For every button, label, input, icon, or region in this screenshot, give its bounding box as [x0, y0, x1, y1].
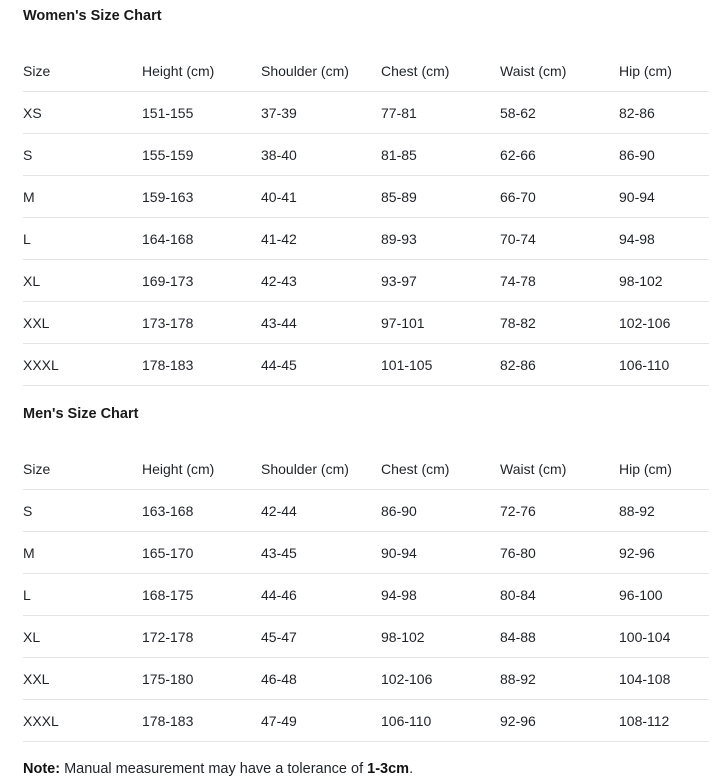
- cell-hip: 82-86: [619, 92, 709, 134]
- cell-waist: 78-82: [500, 302, 619, 344]
- column-header-hip: Hip (cm): [619, 438, 709, 490]
- table-row: [23, 260, 709, 302]
- cell-size: M: [23, 176, 142, 218]
- table-row: [23, 134, 709, 176]
- cell-chest: 94-98: [381, 574, 500, 616]
- cell-size: XXXL: [23, 344, 142, 386]
- column-header-height: Height (cm): [142, 438, 261, 490]
- cell-size: L: [23, 218, 142, 260]
- cell-waist: 70-74: [500, 218, 619, 260]
- cell-height: 165-170: [142, 532, 261, 574]
- size-guide: [23, 0, 709, 779]
- table-row: [23, 658, 709, 700]
- cell-size: S: [23, 134, 142, 176]
- cell-height: 159-163: [142, 176, 261, 218]
- cell-hip: 108-112: [619, 700, 709, 742]
- cell-hip: 104-108: [619, 658, 709, 700]
- cell-chest: 77-81: [381, 92, 500, 134]
- column-header-height: Height (cm): [142, 40, 261, 92]
- cell-shoulder: 40-41: [261, 176, 381, 218]
- cell-waist: 80-84: [500, 574, 619, 616]
- cell-waist: 84-88: [500, 616, 619, 658]
- measurement-note: [23, 759, 709, 779]
- cell-waist: 66-70: [500, 176, 619, 218]
- cell-hip: 90-94: [619, 176, 709, 218]
- cell-waist: 76-80: [500, 532, 619, 574]
- cell-size: XXL: [23, 658, 142, 700]
- note-text: Manual measurement may have a tolerance of: [60, 761, 368, 777]
- cell-chest: 85-89: [381, 176, 500, 218]
- cell-chest: 93-97: [381, 260, 500, 302]
- table-row: [23, 490, 709, 532]
- cell-hip: 98-102: [619, 260, 709, 302]
- cell-chest: 90-94: [381, 532, 500, 574]
- cell-hip: 102-106: [619, 302, 709, 344]
- table-row: [23, 574, 709, 616]
- cell-height: 172-178: [142, 616, 261, 658]
- column-header-hip: Hip (cm): [619, 40, 709, 92]
- cell-shoulder: 46-48: [261, 658, 381, 700]
- womens-size-table: [23, 40, 709, 386]
- cell-height: 169-173: [142, 260, 261, 302]
- cell-shoulder: 45-47: [261, 616, 381, 658]
- column-header-shoulder: Shoulder (cm): [261, 40, 381, 92]
- cell-waist: 82-86: [500, 344, 619, 386]
- cell-chest: 101-105: [381, 344, 500, 386]
- column-header-size: Size: [23, 40, 142, 92]
- cell-chest: 89-93: [381, 218, 500, 260]
- column-header-waist: Waist (cm): [500, 438, 619, 490]
- cell-shoulder: 43-44: [261, 302, 381, 344]
- mens-size-table: [23, 438, 709, 742]
- cell-height: 164-168: [142, 218, 261, 260]
- column-header-chest: Chest (cm): [381, 438, 500, 490]
- cell-hip: 86-90: [619, 134, 709, 176]
- cell-waist: 74-78: [500, 260, 619, 302]
- cell-waist: 62-66: [500, 134, 619, 176]
- cell-chest: 86-90: [381, 490, 500, 532]
- note-tolerance: 1-3cm: [367, 761, 410, 777]
- table-row: [23, 218, 709, 260]
- table-row: [23, 302, 709, 344]
- cell-shoulder: 44-46: [261, 574, 381, 616]
- cell-waist: 58-62: [500, 92, 619, 134]
- cell-hip: 106-110: [619, 344, 709, 386]
- cell-waist: 88-92: [500, 658, 619, 700]
- mens-chart-title: Men's Size Chart: [23, 406, 139, 422]
- cell-shoulder: 47-49: [261, 700, 381, 742]
- note-end: .: [409, 761, 414, 777]
- cell-hip: 88-92: [619, 490, 709, 532]
- column-header-size: Size: [23, 438, 142, 490]
- table-row: [23, 616, 709, 658]
- table-row: [23, 700, 709, 742]
- cell-shoulder: 41-42: [261, 218, 381, 260]
- cell-shoulder: 43-45: [261, 532, 381, 574]
- cell-chest: 102-106: [381, 658, 500, 700]
- cell-height: 155-159: [142, 134, 261, 176]
- cell-chest: 81-85: [381, 134, 500, 176]
- cell-height: 151-155: [142, 92, 261, 134]
- cell-shoulder: 42-43: [261, 260, 381, 302]
- cell-height: 175-180: [142, 658, 261, 700]
- table-header-row: [23, 40, 709, 92]
- cell-size: XL: [23, 616, 142, 658]
- cell-height: 168-175: [142, 574, 261, 616]
- cell-shoulder: 37-39: [261, 92, 381, 134]
- table-header-row: [23, 438, 709, 490]
- table-row: [23, 92, 709, 134]
- cell-shoulder: 44-45: [261, 344, 381, 386]
- cell-chest: 98-102: [381, 616, 500, 658]
- cell-waist: 92-96: [500, 700, 619, 742]
- column-header-chest: Chest (cm): [381, 40, 500, 92]
- cell-height: 178-183: [142, 344, 261, 386]
- cell-chest: 106-110: [381, 700, 500, 742]
- cell-size: XXL: [23, 302, 142, 344]
- cell-height: 178-183: [142, 700, 261, 742]
- cell-height: 173-178: [142, 302, 261, 344]
- cell-waist: 72-76: [500, 490, 619, 532]
- cell-hip: 92-96: [619, 532, 709, 574]
- cell-hip: 94-98: [619, 218, 709, 260]
- table-row: [23, 532, 709, 574]
- cell-shoulder: 38-40: [261, 134, 381, 176]
- column-header-waist: Waist (cm): [500, 40, 619, 92]
- column-header-shoulder: Shoulder (cm): [261, 438, 381, 490]
- cell-size: XS: [23, 92, 142, 134]
- cell-size: L: [23, 574, 142, 616]
- womens-chart-title: Women's Size Chart: [23, 8, 162, 24]
- cell-hip: 100-104: [619, 616, 709, 658]
- cell-hip: 96-100: [619, 574, 709, 616]
- cell-shoulder: 42-44: [261, 490, 381, 532]
- note-label: Note:: [23, 761, 61, 777]
- cell-size: XXXL: [23, 700, 142, 742]
- table-row: [23, 344, 709, 386]
- table-row: [23, 176, 709, 218]
- cell-size: S: [23, 490, 142, 532]
- cell-size: M: [23, 532, 142, 574]
- cell-size: XL: [23, 260, 142, 302]
- cell-height: 163-168: [142, 490, 261, 532]
- cell-chest: 97-101: [381, 302, 500, 344]
